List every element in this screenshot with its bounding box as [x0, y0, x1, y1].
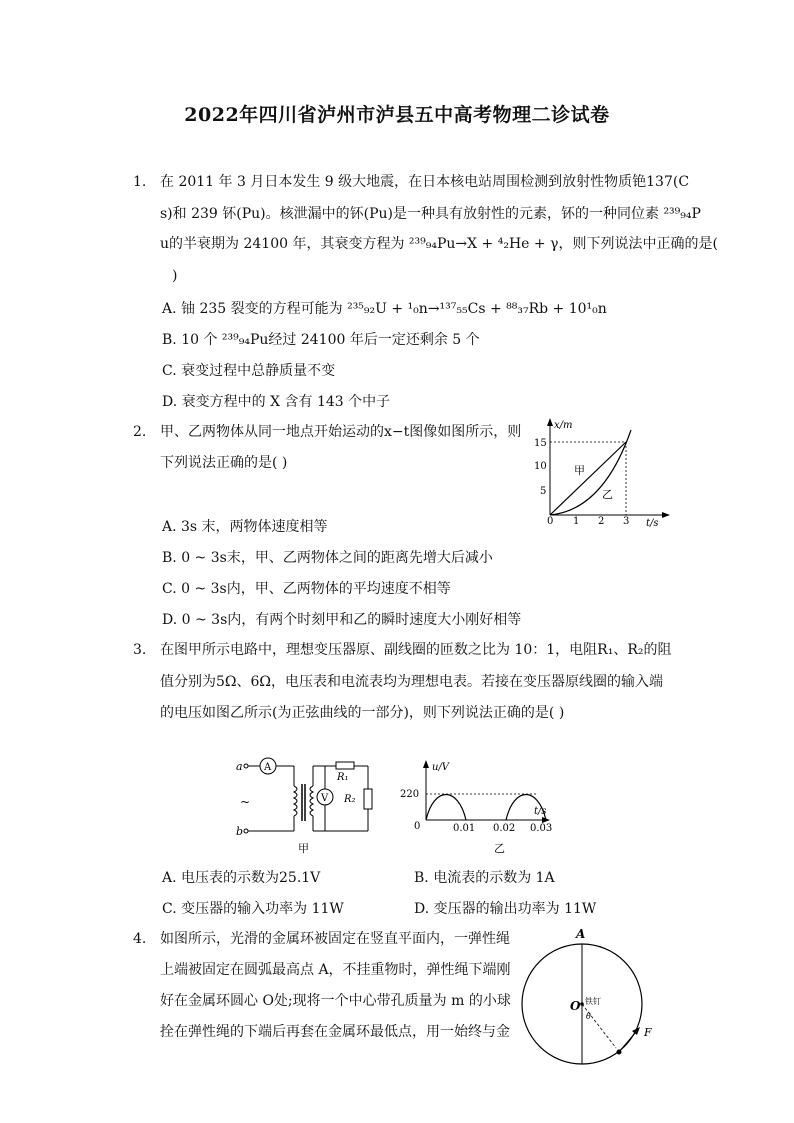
question-text-line: 在图甲所示电路中，理想变压器原、副线圈的匝数之比为 10：1，电阻R₁、R₂的阻: [160, 642, 672, 658]
option-d[interactable]: D. 衰变方程中的 X 含有 143 个中子: [162, 394, 391, 410]
axis-label-y: x/m: [554, 420, 573, 431]
option-b[interactable]: B. 电流表的示数为 1A: [414, 870, 555, 886]
tick-label: 0.02: [493, 823, 516, 834]
question-text-line: 在 2011 年 3 月日本发生 9 级大地震，在日本核电站周围检测到放射性物质铯137(C: [160, 174, 690, 190]
ammeter-label: A: [264, 762, 272, 773]
origin-label: 0: [414, 821, 421, 832]
tick-label: 15: [534, 438, 547, 449]
option-c[interactable]: C. 衰变过程中总静质量不变: [162, 363, 336, 379]
figure-caption: 甲: [298, 842, 309, 855]
question-text-line: 的电压如图乙所示(为正弦曲线的一部分)，则下列说法正确的是( ): [160, 705, 565, 721]
question-text-line: 拴在弹性绳的下端后再套在金属环最低点，用一始终与金: [160, 1024, 510, 1040]
tick-label: 0: [547, 516, 554, 527]
axis-label-x: t/s: [646, 518, 659, 528]
question-number: 2.: [133, 424, 147, 440]
axis-label-x: t/s: [534, 806, 547, 817]
tick-label: 0.01: [453, 823, 476, 834]
line-jia: [550, 442, 626, 515]
tick-label: 3: [623, 516, 630, 527]
question-number: 3.: [133, 642, 147, 658]
terminal-a: a: [236, 760, 243, 773]
option-b[interactable]: B. 10 个 ²³⁹₉₄Pu经过 24100 年后一定还剩余 5 个: [162, 332, 480, 348]
option-b[interactable]: B. 0 ~ 3s末，甲、乙两物体之间的距离先增大后减小: [162, 550, 493, 566]
tick-label: 1: [573, 516, 580, 527]
axis-label-y: u/V: [432, 762, 450, 773]
question-text-line: 下列说法正确的是( ): [160, 455, 288, 471]
option-c[interactable]: C. 0 ~ 3s内，甲、乙两物体的平均速度不相等: [162, 581, 451, 597]
question-text-line: 好在金属环圆心 O处;现将一个中心带孔质量为 m 的小球: [160, 993, 511, 1009]
question-text-line: s)和 239 钚(Pu)。核泄漏中的钚(Pu)是一种具有放射性的元素，钚的一种同位素 ²³⁹₉₄P: [160, 206, 701, 222]
curve-yi: [550, 430, 631, 515]
tick-label: 10: [534, 461, 547, 472]
question-text-line: 如图所示，光滑的金属环被固定在竖直平面内，一弹性绳: [160, 931, 510, 947]
circuit-diagram: [232, 756, 382, 856]
question-number: 1.: [133, 174, 147, 190]
tick-label: 5: [540, 486, 547, 497]
terminal-b: b: [236, 825, 244, 838]
resistor-r1: [336, 762, 354, 769]
nail-label: 铁钉: [585, 997, 601, 1006]
option-a[interactable]: A. 3s 末，两物体速度相等: [162, 519, 328, 535]
option-a[interactable]: A. 电压表的示数为25.1V: [162, 870, 321, 886]
question-text-line: ): [172, 268, 178, 284]
label-jia: 甲: [574, 464, 585, 477]
point-a-label: A: [576, 927, 586, 941]
theta-label: θ: [586, 1012, 591, 1021]
option-d[interactable]: D. 变压器的输出功率为 11W: [414, 901, 597, 917]
option-c[interactable]: C. 变压器的输入功率为 11W: [162, 901, 344, 917]
question-number: 4.: [133, 931, 147, 947]
option-a[interactable]: A. 铀 235 裂变的方程可能为 ²³⁵₉₂U + ¹₀n→¹³⁷₅₅Cs + ⁸⁸₃₇Rb + 10¹₀n: [162, 301, 607, 317]
voltmeter-label: V: [321, 793, 329, 804]
force-f-label: F: [644, 1026, 652, 1039]
tick-label: 2: [598, 516, 605, 527]
question-text-line: 值分别为5Ω、6Ω，电压表和电流表均为理想电表。若接在变压器原线圈的输入端: [160, 674, 664, 690]
xt-graph: [528, 418, 678, 528]
metal-ring-figure: [518, 918, 668, 1066]
page-title: 2022年四川省泸州市泸县五中高考物理二诊试卷: [184, 104, 610, 126]
label-yi: 乙: [602, 488, 613, 501]
point-o-label: O: [570, 999, 581, 1013]
figure-caption: 乙: [494, 842, 505, 855]
r1-label: R₁: [337, 772, 349, 783]
question-text-line: u的半衰期为 24100 年，其衰变方程为 ²³⁹₉₄Pu→X + ⁴₂He + γ，则下列说法中正确的是(: [160, 236, 718, 252]
r2-label: R₂: [344, 794, 356, 805]
tick-label: 0.03: [530, 823, 553, 834]
option-d[interactable]: D. 0 ~ 3s内，有两个时刻甲和乙的瞬时速度大小刚好相等: [162, 612, 522, 628]
resistor-r2: [364, 789, 372, 809]
ac-symbol: ~: [240, 795, 251, 809]
peak-label: 220: [400, 789, 420, 800]
voltage-wave-graph: [398, 756, 558, 856]
question-text-line: 甲、乙两物体从同一地点开始运动的x−t图像如图所示，则: [160, 424, 522, 440]
question-text-line: 上端被固定在圆弧最高点 A，不挂重物时，弹性绳下端刚: [160, 962, 511, 978]
